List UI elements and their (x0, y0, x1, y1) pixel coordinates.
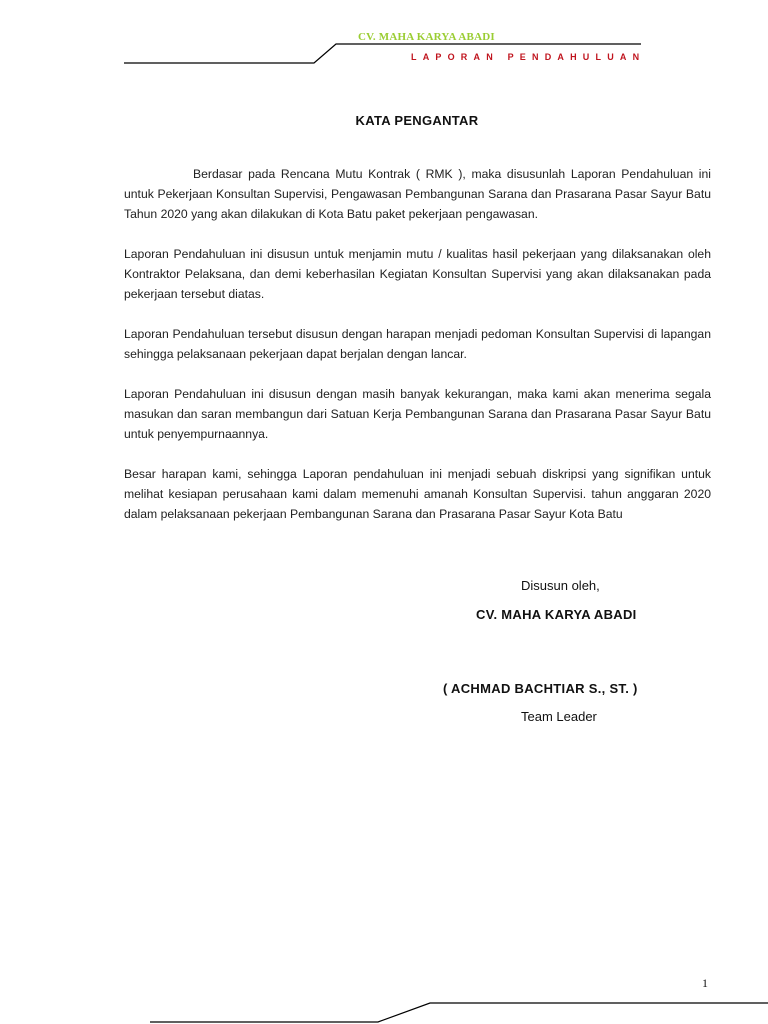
paragraph: Laporan Pendahuluan tersebut disusun dengan harapan menjadi pedoman Konsultan Supervisi di lapangan sehingga pelaksanaan pekerjaan dapat berjalan dengan lancar. (124, 327, 711, 361)
signature-prepared-by: Disusun oleh, (521, 578, 600, 593)
footer-rule (150, 1003, 768, 1022)
header-report-title: LAPORAN PENDAHULUAN (411, 52, 646, 62)
signature-name: ( ACHMAD BACHTIAR S., ST. ) (443, 681, 638, 696)
header-rule (124, 44, 641, 63)
signature-company: CV. MAHA KARYA ABADI (476, 607, 637, 622)
paragraph: Laporan Pendahuluan ini disusun dengan masih banyak kekurangan, maka kami akan menerima segala masukan dan saran membangun dari Satuan Kerja Pembangunan Sarana dan Prasarana Pasar Sayur Batu untuk penyempurnaannya. (124, 387, 711, 441)
header-company-name: CV. MAHA KARYA ABADI (358, 31, 495, 43)
body-text (124, 164, 711, 544)
paragraph: Besar harapan kami, sehingga Laporan pendahuluan ini menjadi sebuah diskripsi yang signifikan untuk melihat kesiapan perusahaan kami dalam memenuhi amanah Konsultan Supervisi. tahun anggaran 2020 dalam pelaksanaan pekerjaan Pembangunan Sarana dan Prasarana Pasar Sayur Kota Batu (124, 467, 711, 521)
signature-role: Team Leader (521, 709, 597, 724)
paragraph: Berdasar pada Rencana Mutu Kontrak ( RMK ), maka disusunlah Laporan Pendahuluan ini untuk Pekerjaan Konsultan Supervisi, Pengawasan Pembangunan Sarana dan Prasarana Pasar Sayur Batu Tahun 2020 yang akan dilakukan di Kota Batu paket pekerjaan pengawasan. (124, 167, 711, 221)
paragraph: Laporan Pendahuluan ini disusun untuk menjamin mutu / kualitas hasil pekerjaan yang dilaksanakan oleh Kontraktor Pelaksana, dan demi keberhasilan Kegiatan Konsultan Supervisi yang akan dilaksanakan pada pekerjaan tersebut diatas. (124, 247, 711, 301)
page-title: KATA PENGANTAR (355, 113, 479, 128)
page-number: 1 (702, 976, 708, 990)
